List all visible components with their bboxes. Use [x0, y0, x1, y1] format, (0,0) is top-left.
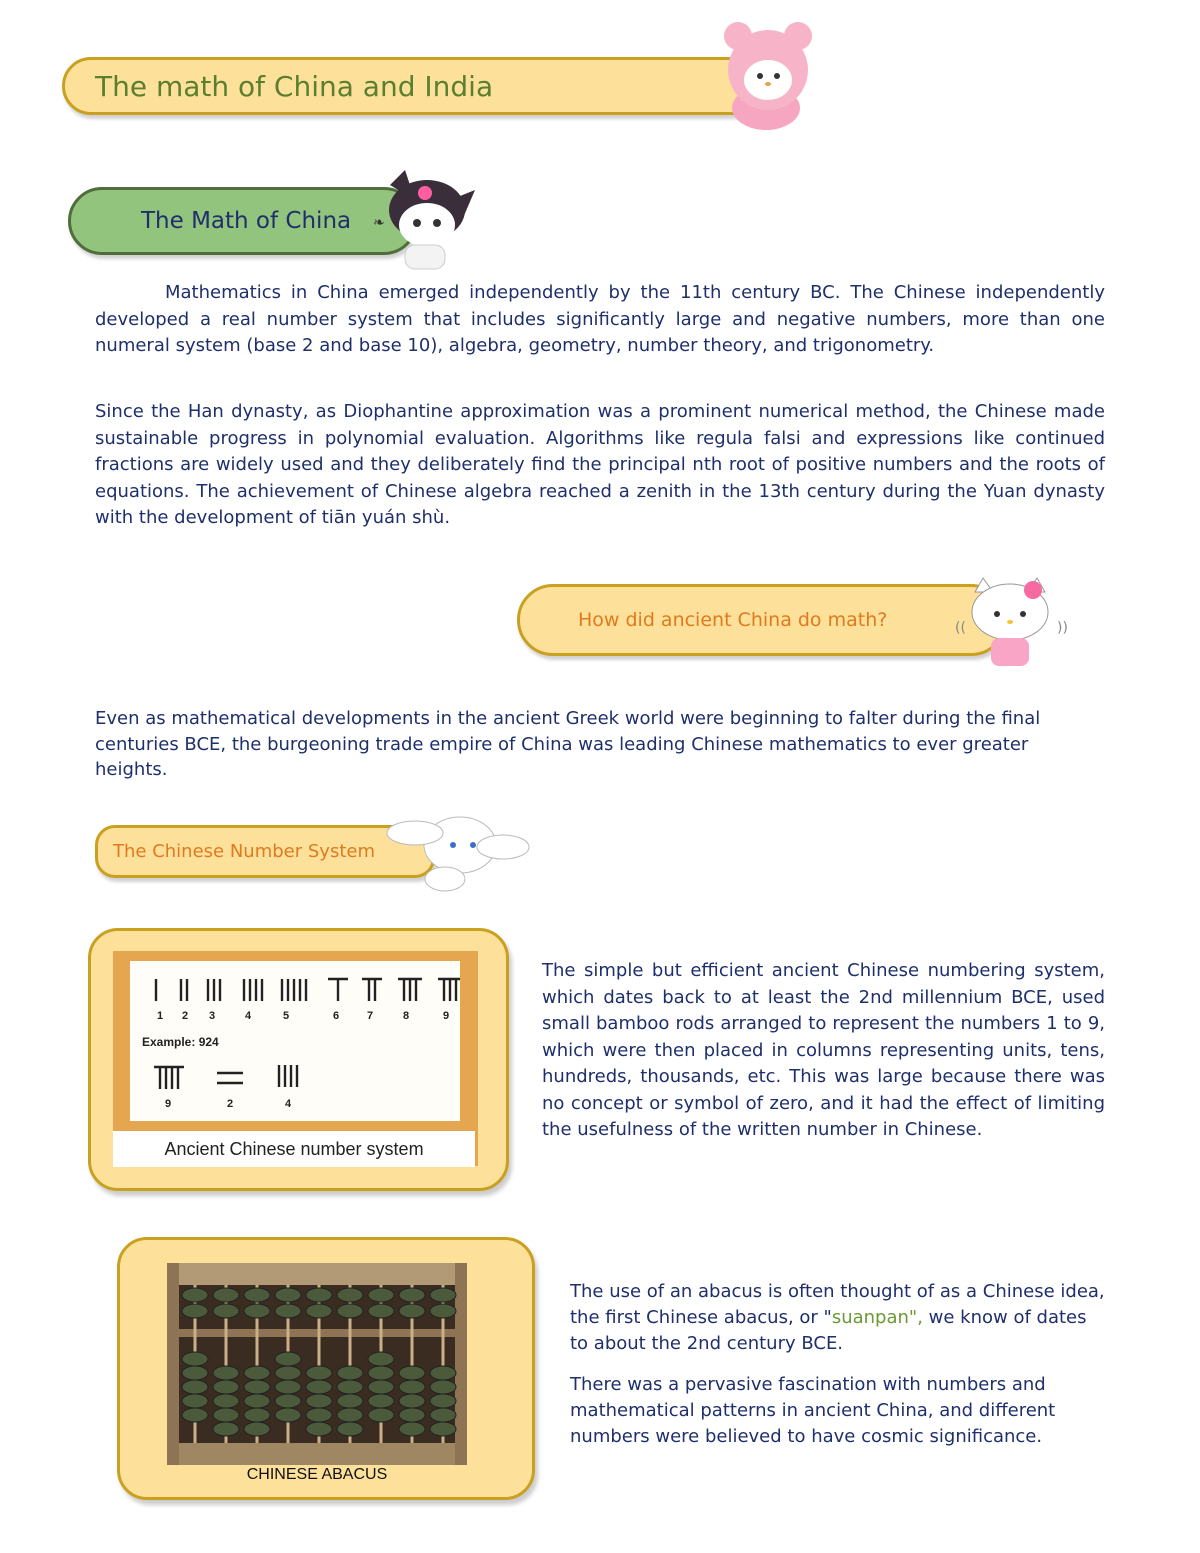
abacus-bead — [275, 1366, 301, 1380]
svg-text:((: (( — [955, 620, 966, 636]
rod-numeral-9 — [154, 1067, 184, 1089]
rod-numeral-7 — [362, 979, 382, 1001]
rod-digit-label: 2 — [181, 1010, 189, 1022]
abacus-bead — [368, 1394, 394, 1408]
abacus-figure — [167, 1263, 467, 1465]
number-system-title: The Chinese Number System — [113, 841, 375, 862]
abacus-bead — [213, 1304, 239, 1318]
abacus-text-a: The use of an abacus is often thought of as a Chinese idea, the first Chinese abacus, or " — [570, 1281, 1105, 1328]
abacus-bead — [275, 1288, 301, 1302]
abacus-bead — [337, 1288, 363, 1302]
example-digit-label: 9 — [164, 1098, 172, 1110]
abacus-bead — [337, 1380, 363, 1394]
abacus-bead — [182, 1394, 208, 1408]
abacus-bead — [244, 1422, 270, 1436]
abacus-bead — [244, 1408, 270, 1422]
rod-digit-label: 1 — [156, 1010, 164, 1022]
abacus-bead — [430, 1394, 456, 1408]
abacus-bead — [182, 1380, 208, 1394]
abacus-bead — [182, 1304, 208, 1318]
abacus-text-b: we know of dates to about the 2nd century BCE. — [570, 1307, 1087, 1354]
rod-digit-label: 8 — [402, 1010, 410, 1022]
paragraph-cosmic-numbers: There was a pervasive fascination with numbers and mathematical patterns in ancient China, and different numbers were believed to have cosmic significance. — [570, 1374, 1056, 1447]
abacus-bead — [244, 1380, 270, 1394]
abacus-caption: CHINESE ABACUS — [246, 1466, 388, 1483]
abacus-bead — [399, 1288, 425, 1302]
rod-numeral-tens-2 — [217, 1073, 243, 1083]
abacus-bead — [244, 1366, 270, 1380]
abacus-bead — [368, 1352, 394, 1366]
svg-text:❧: ❧ — [373, 215, 385, 231]
abacus-bead — [213, 1380, 239, 1394]
paragraph-china-intro: Mathematics in China emerged independently by the 11th century BC. The Chinese independently developed a real number system that includes significantly large and negative numbers, more than one numeral system (base 2 and base 10), algebra, geometry, number theory, and trigonometry. — [95, 282, 1105, 356]
abacus-bead — [430, 1366, 456, 1380]
paragraph-abacus — [570, 1279, 1110, 1357]
abacus-bead — [368, 1366, 394, 1380]
abacus-bead — [182, 1352, 208, 1366]
abacus-bead — [306, 1408, 332, 1422]
rod-numeral-3 — [208, 979, 220, 1001]
abacus-bead — [368, 1408, 394, 1422]
rod-numeral-4 — [244, 979, 262, 1001]
abacus-bead — [213, 1408, 239, 1422]
abacus-bead — [399, 1394, 425, 1408]
abacus-bead — [368, 1288, 394, 1302]
rod-digit-label: 9 — [442, 1010, 450, 1022]
example-label: Example: 924 — [142, 1035, 219, 1049]
abacus-bead — [244, 1288, 270, 1302]
svg-text:)): )) — [1057, 620, 1068, 636]
rod-digit-label: 3 — [208, 1010, 216, 1022]
abacus-bead — [275, 1408, 301, 1422]
paragraph-han-dynasty: Since the Han dynasty, as Diophantine approximation was a prominent numerical method, the Chinese made sustainable progress in polynomial evaluation. Algorithms like regula falsi and expressions like continued fractions are widely used and they deliberately find the principal nth root of positive numbers and the roots of equations. The achievement of Chinese algebra reached a zenith in the 13th century during the Yuan dynasty with the development of tiān yuán shù. — [95, 401, 1105, 528]
abacus-bead — [399, 1408, 425, 1422]
rod-numeral-4 — [279, 1065, 297, 1087]
abacus-bead — [337, 1408, 363, 1422]
how-section-banner — [517, 584, 1007, 656]
china-section-title: The Math of China — [141, 208, 352, 234]
number-system-figure — [113, 951, 478, 1166]
rods-caption: Ancient Chinese number system — [113, 1131, 475, 1167]
white-kitty-character-icon — [955, 570, 1075, 670]
black-bunny-character-icon — [365, 165, 487, 275]
abacus-bead — [337, 1304, 363, 1318]
rod-numeral-6 — [328, 979, 348, 1001]
abacus-bead — [213, 1366, 239, 1380]
abacus-bead — [430, 1422, 456, 1436]
abacus-bead — [399, 1304, 425, 1318]
abacus-bead — [275, 1352, 301, 1366]
rod-numeral-9 — [438, 979, 460, 1001]
rod-digit-label: 4 — [244, 1010, 252, 1022]
rod-digit-label: 6 — [332, 1010, 340, 1022]
rod-digit-label: 7 — [366, 1010, 374, 1022]
abacus-bead — [399, 1366, 425, 1380]
example-digit-label: 4 — [284, 1098, 292, 1110]
abacus-bead — [306, 1394, 332, 1408]
abacus-bead — [244, 1394, 270, 1408]
abacus-bead — [337, 1422, 363, 1436]
pink-bear-character-icon — [700, 18, 830, 133]
abacus-bead — [182, 1408, 208, 1422]
suanpan-term: suanpan", — [831, 1307, 929, 1328]
abacus-bead — [337, 1366, 363, 1380]
rod-numeral-2 — [181, 979, 187, 1001]
abacus-bead — [275, 1380, 301, 1394]
abacus-bead — [430, 1380, 456, 1394]
abacus-bead — [182, 1366, 208, 1380]
abacus-image — [167, 1263, 467, 1465]
abacus-bead — [430, 1408, 456, 1422]
abacus-bead — [399, 1380, 425, 1394]
abacus-bead — [306, 1422, 332, 1436]
white-puppy-character-icon — [385, 805, 535, 895]
abacus-bead — [213, 1394, 239, 1408]
example-digit-label: 2 — [226, 1098, 234, 1110]
abacus-bead — [244, 1304, 270, 1318]
abacus-bead — [399, 1422, 425, 1436]
header-banner — [62, 57, 762, 115]
abacus-bead — [306, 1304, 332, 1318]
abacus-bead — [306, 1288, 332, 1302]
abacus-bead — [430, 1304, 456, 1318]
abacus-bead — [368, 1304, 394, 1318]
abacus-bead — [430, 1288, 456, 1302]
rod-numeral-5 — [282, 979, 306, 1001]
abacus-bead — [306, 1366, 332, 1380]
paragraph-number-system: The simple but efficient ancient Chinese numbering system, which dates back to at least the 2nd millennium BCE, used small bamboo rods arranged to represent the numbers 1 to 9, which were then placed in columns representing units, tens, hundreds, thousands, etc. This was large because there was no concept or symbol of zero, and it had the effect of limiting the usefulness of the written number in Chinese. — [542, 960, 1105, 1140]
abacus-bead — [368, 1380, 394, 1394]
abacus-bead — [275, 1394, 301, 1408]
paragraph-greek-comparison: Even as mathematical developments in the ancient Greek world were beginning to falter during the final centuries BCE, the burgeoning trade empire of China was leading Chinese mathematics to ever greater heights. — [95, 708, 1041, 780]
how-section-title: How did ancient China do math? — [578, 609, 888, 631]
abacus-bead — [213, 1288, 239, 1302]
abacus-bead — [182, 1288, 208, 1302]
abacus-bead — [306, 1380, 332, 1394]
number-system-banner — [95, 825, 435, 878]
abacus-bead — [337, 1394, 363, 1408]
rods-chart — [130, 961, 460, 1121]
abacus-bead — [213, 1422, 239, 1436]
page-title: The math of China and India — [95, 69, 494, 103]
rod-digit-label: 5 — [282, 1010, 290, 1022]
rod-numeral-8 — [398, 979, 422, 1001]
abacus-bead — [275, 1304, 301, 1318]
